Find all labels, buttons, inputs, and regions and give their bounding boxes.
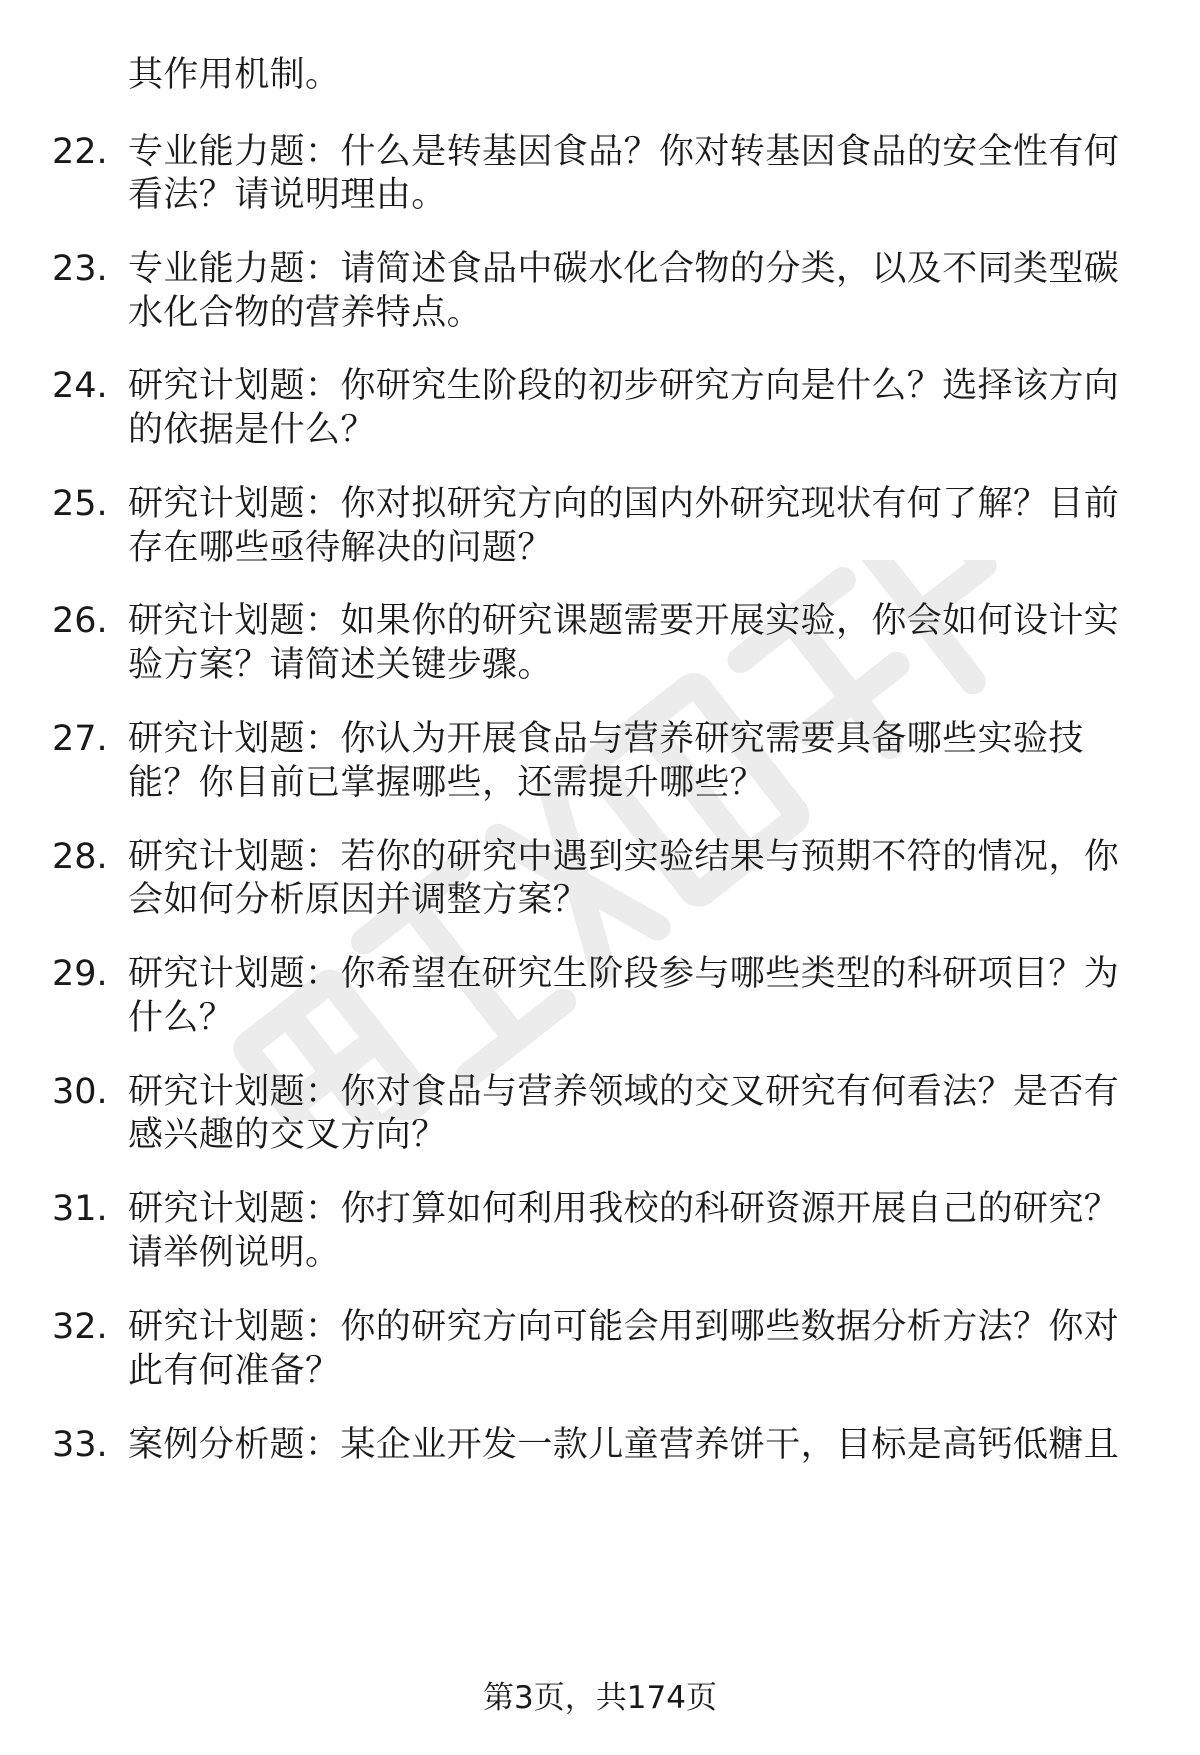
question-text-line: 专业能力题：请简述食品中碳水化合物的分类，以及不同类型碳 xyxy=(128,249,1120,289)
question-text-line: 研究计划题：如果你的研究课题需要开展实验，你会如何设计实 xyxy=(128,601,1120,641)
question-text-line: 研究计划题：你对食品与营养领域的交叉研究有何看法？是否有 xyxy=(128,1072,1120,1112)
question-number: 29. xyxy=(52,954,108,994)
question-text-line: 水化合物的营养特点。 xyxy=(128,293,483,333)
question-number: 30. xyxy=(52,1072,108,1112)
question-number: 32. xyxy=(52,1307,108,1347)
page-footer: 第3页，共174页 xyxy=(483,1680,717,1716)
question-number: 26. xyxy=(52,601,108,641)
question-text-line: 感兴趣的交叉方向？ xyxy=(128,1115,447,1155)
question-text-line: 专业能力题：什么是转基因食品？你对转基因食品的安全性有何 xyxy=(128,132,1120,172)
question-number: 22. xyxy=(52,132,108,172)
question-text-line: 研究计划题：你的研究方向可能会用到哪些数据分析方法？你对 xyxy=(128,1307,1120,1347)
question-text-line: 研究计划题：你研究生阶段的初步研究方向是什么？选择该方向 xyxy=(128,366,1120,406)
question-text-line: 存在哪些亟待解决的问题？ xyxy=(128,528,553,568)
question-text-line: 研究计划题：你希望在研究生阶段参与哪些类型的科研项目？为 xyxy=(128,954,1120,994)
lead-text: 其作用机制。 xyxy=(128,55,341,95)
question-text-line: 的依据是什么？ xyxy=(128,410,376,450)
question-number: 33. xyxy=(52,1425,108,1465)
question-number: 25. xyxy=(52,484,108,524)
question-text-line: 研究计划题：你认为开展食品与营养研究需要具备哪些实验技 xyxy=(128,719,1084,759)
question-number: 27. xyxy=(52,719,108,759)
question-text-line: 什么？ xyxy=(128,998,235,1038)
question-number: 31. xyxy=(52,1189,108,1229)
question-number: 24. xyxy=(52,366,108,406)
question-text-line: 研究计划题：你打算如何利用我校的科研资源开展自己的研究？ xyxy=(128,1189,1120,1229)
question-text-line: 会如何分析原因并调整方案？ xyxy=(128,880,589,920)
question-text-line: 此有何准备？ xyxy=(128,1351,341,1391)
question-number: 23. xyxy=(52,249,108,289)
question-text-line: 研究计划题：你对拟研究方向的国内外研究现状有何了解？目前 xyxy=(128,484,1120,524)
question-number: 28. xyxy=(52,837,108,877)
question-text-line: 看法？请说明理由。 xyxy=(128,175,447,215)
question-text-line: 能？你目前已掌握哪些，还需提升哪些？ xyxy=(128,763,766,803)
question-text-line: 案例分析题：某企业开发一款儿童营养饼干，目标是高钙低糖且 xyxy=(128,1425,1120,1465)
question-text-line: 验方案？请简述关键步骤。 xyxy=(128,645,553,685)
question-text-line: 请举例说明。 xyxy=(128,1233,341,1273)
question-text-line: 研究计划题：若你的研究中遇到实验结果与预期不符的情况，你 xyxy=(128,837,1120,877)
